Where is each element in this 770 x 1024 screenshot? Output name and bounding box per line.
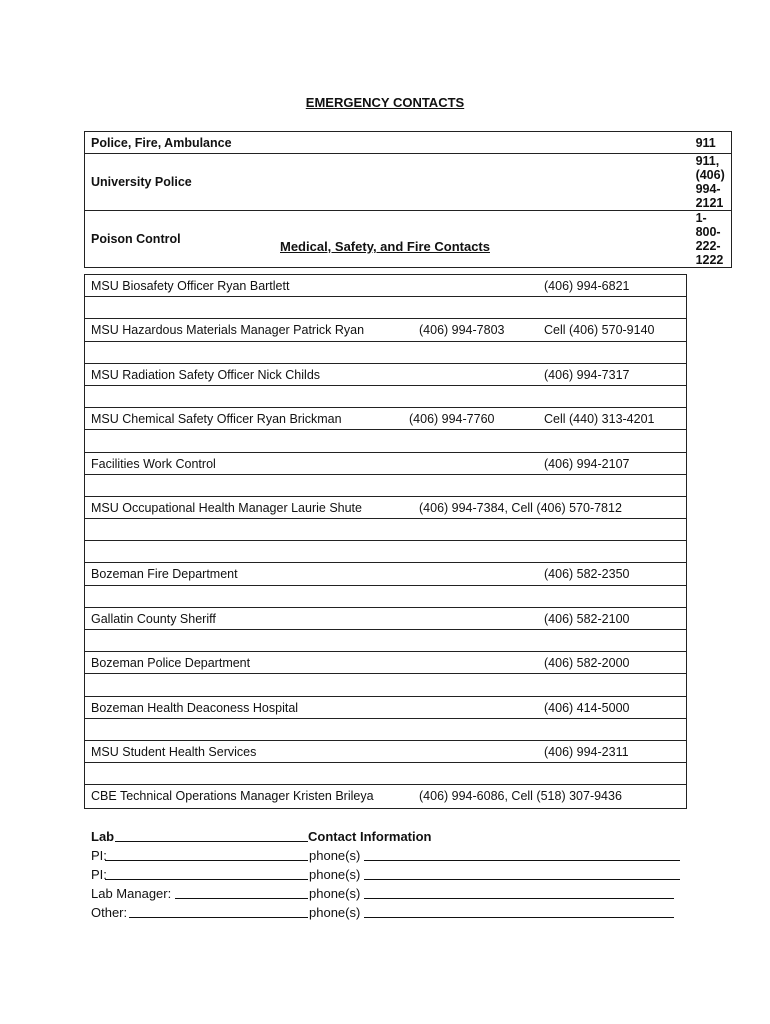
contact-name: Facilities Work Control <box>91 456 216 471</box>
contact-info-label: Contact Information <box>308 829 432 844</box>
name-blank-line[interactable] <box>129 903 308 918</box>
emergency-name: Poison Control <box>85 211 238 268</box>
emergency-number: 911, (406) 994-2121 <box>238 154 732 211</box>
contact-row <box>85 364 686 386</box>
contact-row <box>85 519 686 541</box>
contact-name: MSU Hazardous Materials Manager Patrick Ryan <box>91 323 365 338</box>
contact-row <box>85 674 686 696</box>
phone-label: phone(s) <box>309 867 361 882</box>
contact-phone: (406) 994-7803 <box>419 323 505 338</box>
name-blank-line[interactable] <box>175 884 308 899</box>
contact-phone-right: Cell (406) 570-9140 <box>544 323 655 338</box>
contact-phone-right: Cell (440) 313-4201 <box>544 412 655 427</box>
page-title: EMERGENCY CONTACTS <box>305 95 465 110</box>
contact-row <box>85 719 686 741</box>
emergency-name: Police, Fire, Ambulance <box>85 132 238 154</box>
contact-phone: (406) 994-6086, Cell (518) 307-9436 <box>419 789 622 804</box>
contact-row <box>85 386 686 408</box>
contact-phone-right: (406) 582-2350 <box>544 567 630 582</box>
contact-row <box>85 608 686 630</box>
contact-phone-right: (406) 582-2100 <box>544 611 630 626</box>
contact-row <box>85 652 686 674</box>
contact-name: MSU Chemical Safety Officer Ryan Brickman <box>91 412 342 427</box>
lab-form-label: Other: <box>91 905 128 920</box>
contact-name: Bozeman Police Department <box>91 656 251 671</box>
contact-phone-right: (406) 994-2107 <box>544 456 630 471</box>
emergency-row <box>85 132 732 154</box>
contacts-table <box>84 274 687 809</box>
contact-row <box>85 453 686 475</box>
contact-phone-right: (406) 582-2000 <box>544 656 630 671</box>
contact-row <box>85 475 686 497</box>
contact-phone-right: (406) 994-2311 <box>544 744 629 759</box>
contact-row <box>85 497 686 519</box>
section-title: Medical, Safety, and Fire Contacts <box>280 239 490 254</box>
contact-name: MSU Biosafety Officer Ryan Bartlett <box>91 279 290 293</box>
phone-label: phone(s) <box>309 848 361 863</box>
contact-row <box>85 297 686 319</box>
name-blank-line[interactable] <box>105 865 308 880</box>
phone-blank-line[interactable] <box>364 903 674 918</box>
contact-row <box>85 785 686 807</box>
contact-row <box>85 541 686 563</box>
contact-row <box>85 741 686 763</box>
contact-name: CBE Technical Operations Manager Kristen Brileya <box>91 789 374 804</box>
phone-label: phone(s) <box>309 886 361 901</box>
lab-name-line <box>115 827 308 842</box>
contact-name: MSU Radiation Safety Officer Nick Childs <box>91 367 321 382</box>
lab-form-label: Lab Manager: <box>91 886 172 901</box>
contact-phone: (406) 994-7384, Cell (406) 570-7812 <box>419 500 622 515</box>
contact-phone-right: (406) 994-7317 <box>544 367 630 382</box>
emergency-name: University Police <box>85 154 238 211</box>
contact-row <box>85 430 686 452</box>
phone-label: phone(s) <box>309 905 361 920</box>
contact-row <box>85 763 686 785</box>
contact-phone-right: (406) 994-6821 <box>544 279 630 293</box>
contact-phone: (406) 994-7760 <box>409 412 495 427</box>
contact-name: Bozeman Health Deaconess Hospital <box>91 700 299 715</box>
contact-name: MSU Occupational Health Manager Laurie Shute <box>91 500 362 515</box>
contact-row <box>85 697 686 719</box>
contact-row <box>85 275 686 297</box>
contact-name: Gallatin County Sheriff <box>91 611 216 626</box>
contact-row <box>85 630 686 652</box>
emergency-number: 1-800-222-1222 <box>238 211 732 268</box>
lab-form-label: PI: <box>91 867 107 882</box>
contact-row <box>85 319 686 341</box>
contact-row <box>85 408 686 430</box>
contact-name: MSU Student Health Services <box>91 744 257 759</box>
name-blank-line[interactable] <box>105 846 308 861</box>
emergency-number: 911 <box>238 132 732 154</box>
lab-form-label: PI: <box>91 848 107 863</box>
lab-header-label: Lab <box>91 829 115 844</box>
contact-phone-right: (406) 414-5000 <box>544 700 630 715</box>
phone-blank-line[interactable] <box>364 865 680 880</box>
emergency-row <box>85 154 732 211</box>
contact-row <box>85 586 686 608</box>
contact-name: Bozeman Fire Department <box>91 567 238 582</box>
contact-row <box>85 342 686 364</box>
contact-row <box>85 563 686 585</box>
phone-blank-line[interactable] <box>364 884 674 899</box>
phone-blank-line[interactable] <box>364 846 680 861</box>
